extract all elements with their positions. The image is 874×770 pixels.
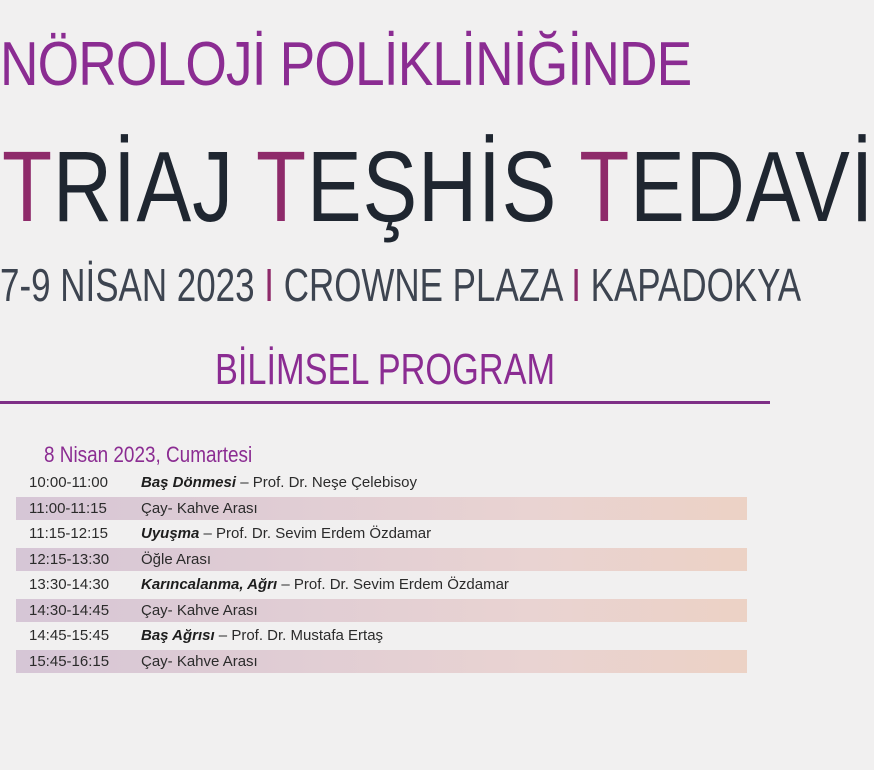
session-time: 11:15-12:15 [29, 525, 108, 542]
event-dates: 7-9 NİSAN 2023 [0, 259, 255, 311]
title-word3-initial: T [579, 131, 631, 243]
program-session-row [16, 623, 747, 649]
session-topic: Baş Ağrısı [141, 627, 215, 644]
program-schedule [16, 470, 747, 674]
separator: I [264, 259, 275, 311]
session-description [141, 497, 258, 520]
session-speaker: – Prof. Dr. Sevim Erdem Özdamar [199, 525, 432, 542]
divider [0, 401, 770, 404]
title-word2-rest: EŞHİS [306, 131, 580, 243]
session-speaker: – Prof. Dr. Mustafa Ertaş [214, 627, 384, 644]
program-break-row [16, 497, 747, 520]
event-details [0, 258, 801, 312]
event-title-line2 [2, 133, 874, 241]
title-word1-rest: RİAJ [52, 131, 257, 243]
program-session-row [16, 470, 747, 496]
session-description [141, 470, 417, 496]
session-description [141, 521, 431, 547]
break-label: Çay- Kahve Arası [141, 652, 258, 670]
program-break-row [16, 650, 747, 673]
section-title [0, 345, 770, 395]
title-word2-initial: T [256, 131, 307, 243]
session-speaker: – Prof. Dr. Sevim Erdem Özdamar [277, 576, 509, 593]
session-topic: Karıncalanma, Ağrı [141, 576, 278, 593]
session-description [141, 650, 258, 673]
session-time: 11:00-11:15 [29, 499, 107, 517]
separator: I [571, 259, 581, 311]
section-title-text: BİLİMSEL PROGRAM [214, 345, 556, 394]
program-break-row [16, 548, 747, 571]
session-speaker: – Prof. Dr. Neşe Çelebisoy [236, 474, 417, 491]
event-title-line1: NÖROLOJİ POLİKLİNİĞİNDE [0, 30, 692, 99]
session-description [141, 623, 383, 649]
day-label: 8 Nisan 2023, Cumartesi [44, 442, 253, 467]
session-topic: Baş Dönmesi [141, 474, 237, 491]
event-city: KAPADOKYA [590, 259, 802, 311]
break-label: Çay- Kahve Arası [141, 499, 258, 517]
session-time: 14:45-15:45 [29, 627, 110, 644]
program-session-row [16, 572, 747, 598]
session-description [141, 572, 509, 598]
program-session-row [16, 521, 747, 547]
session-time: 12:15-13:30 [29, 550, 110, 568]
title-word1-initial: T [2, 131, 53, 243]
break-label: Çay- Kahve Arası [141, 601, 258, 619]
break-label: Öğle Arası [141, 550, 212, 568]
session-topic: Uyuşma [141, 525, 200, 542]
title-word3-rest: EDAVİ [630, 131, 874, 243]
session-time: 15:45-16:15 [29, 652, 110, 670]
session-time: 10:00-11:00 [29, 474, 108, 491]
session-time: 13:30-14:30 [29, 576, 110, 593]
event-venue: CROWNE PLAZA [283, 259, 562, 311]
session-time: 14:30-14:45 [29, 601, 110, 619]
session-description [141, 548, 211, 571]
session-description [141, 599, 258, 622]
program-break-row [16, 599, 747, 622]
